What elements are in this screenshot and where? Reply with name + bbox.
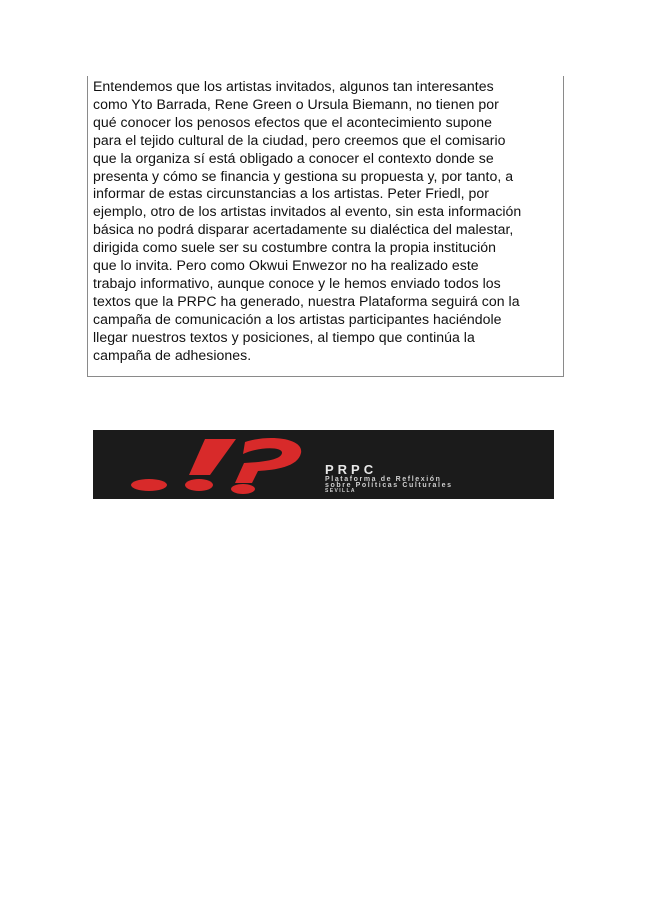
body-paragraph: Entendemos que los artistas invitados, algunos tan interesantes como Yto Barrada, Rene Green o Ursula Biemann, no tienen por qué conocer los penosos efectos que el acontecimiento supone para el tejido cultural de la ciudad, pero creemos que el comisario que la organiza sí está obligado a conocer el contexto donde se presenta y cómo se financia y gestiona su propuesta y, por tanto, a informar de estas circunstancias a los artistas. Peter Friedl, por ejemplo, otro de los artistas invitados al evento, sin esta información básica no podrá disparar acertadamente su dialéctica del malestar, dirigida como suele ser su costumbre contra la propia institución que lo invita. Pero como Okwui Enwezor no ha realizado este trabajo informativo, aunque conoce y le hemos enviado todos los textos que la PRPC ha generado, nuestra Plataforma seguirá con la campaña de comunicación a los artistas participantes haciéndole llegar nuestros textos y posiciones, al tiempo que continúa la campaña de adhesiones. [93,78,522,363]
logo-subtitle-line2: sobre Políticas Culturales [325,482,453,489]
prpc-logo-banner [93,430,554,499]
logo-title: PRPC [325,462,378,477]
question-hook-shape [235,438,301,483]
text-frame [87,76,564,377]
dot-right-shape [231,484,255,494]
exclamation-bar-shape [189,439,236,475]
logo-city: SEVILLA [325,488,356,494]
dot-left-shape [131,479,167,491]
logo-subtitle-line1: Plataforma de Reflexión [325,476,442,483]
prpc-emblem-icon [93,430,323,499]
dot-center-shape [185,479,213,491]
